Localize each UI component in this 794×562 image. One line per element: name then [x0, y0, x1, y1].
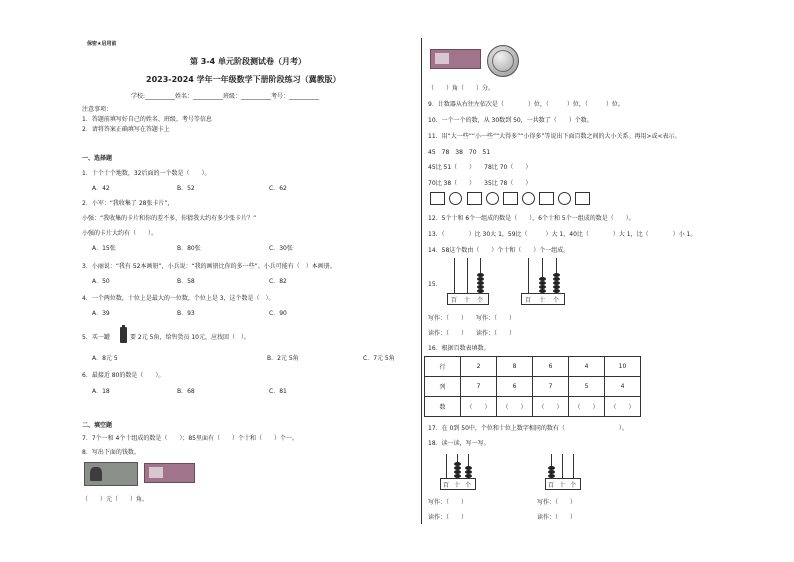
table-cell: 8	[497, 357, 533, 377]
question-5: 5．买一罐	[82, 334, 110, 341]
abacus-label: 个	[477, 297, 484, 304]
question-11-compare: 70比 38（ ） 35比 78（ ）	[428, 180, 532, 187]
column-divider	[421, 38, 422, 524]
question-6: 6．最接近 80的数是（ ）。	[82, 372, 165, 379]
question-15-write: 写作：（ ） 写作：（ ）	[428, 315, 516, 322]
table-cell: 4	[569, 357, 605, 377]
option-a[interactable]: A．39	[92, 310, 110, 317]
table-cell: 2	[461, 357, 497, 377]
table-cell: 行	[425, 357, 461, 377]
table-row	[425, 397, 641, 417]
portrait-icon	[90, 467, 102, 481]
option-a[interactable]: A．15张	[92, 245, 116, 252]
option-a[interactable]: A．8元 5	[92, 355, 118, 362]
circle-shape	[522, 192, 535, 205]
square-shape	[503, 192, 518, 205]
abacus-base	[447, 293, 489, 305]
question-16: 16．根据百数表填数。	[428, 345, 490, 352]
question-11-compare: 45比 51（ ） 78比 70（ ）	[428, 164, 532, 171]
question-15-read: 读作：（ ） 读作：（ ）	[428, 330, 516, 337]
option-b[interactable]: B．80张	[177, 245, 201, 252]
hundred-chart-table	[424, 356, 641, 417]
square-shape	[575, 192, 590, 205]
abacus-rod	[446, 454, 447, 478]
option-c[interactable]: C．62	[269, 185, 287, 192]
abacus-label: 十	[539, 297, 546, 304]
question-18-read: 读作：（ ）	[537, 514, 577, 521]
question-17: 17．在 0到 50中，个位和十位上数字相同的数有（ ）。	[428, 425, 628, 432]
abacus-rod	[528, 258, 529, 293]
section-title-fill: 二、填空题	[82, 422, 113, 429]
square-shape	[430, 192, 445, 205]
coin-image	[487, 45, 519, 77]
note-item: 1．答题前填写好自己的姓名、班级、考号等信息	[82, 116, 212, 123]
banknote-image	[430, 49, 481, 69]
question-8: 8．写出下面的钱数。	[82, 449, 140, 456]
question-5-rest: 要 2元 5角，给售货员 10元，应找回（ ）。	[130, 334, 250, 341]
option-b[interactable]: B．2元 5角	[267, 355, 299, 362]
abacus-rod	[573, 454, 574, 478]
abacus-label: 百	[525, 297, 532, 304]
circle-shape	[558, 192, 571, 205]
page-subtitle: 2023-2024 学年一年级数学下册阶段练习（冀教版）	[146, 75, 341, 84]
abacus-1	[447, 258, 489, 304]
abacus-label: 百	[443, 482, 450, 489]
abacus-label: 个	[570, 482, 577, 489]
answer-cell[interactable]: （ ）	[605, 397, 641, 417]
option-b[interactable]: B．68	[177, 388, 195, 395]
table-cell: 数	[425, 397, 461, 417]
option-a[interactable]: A．18	[92, 388, 110, 395]
question-2-line: 小强的卡片大约有（ ）。	[82, 230, 158, 237]
question-2-line: 小强：“我收集的卡片和你的差不多，你猜我大约有多少张卡片？”	[82, 215, 257, 222]
option-c[interactable]: C．30张	[269, 245, 293, 252]
option-c[interactable]: C．90	[269, 310, 287, 317]
question-9: 9．计数器从右往左依次是（ ）位，（ ）位，（ ）位。	[428, 101, 624, 108]
answer-cell[interactable]: （ ）	[569, 397, 605, 417]
abacus-2	[521, 258, 565, 304]
question-18: 18．读一读，写一写。	[428, 440, 490, 447]
abacus-base	[545, 478, 581, 490]
circle-shape	[486, 192, 499, 205]
table-cell: 6	[533, 357, 569, 377]
question-15: 15．	[428, 281, 442, 288]
question-8-answer: （ ）元（ ）角。	[82, 496, 149, 503]
abacus-label: 十	[454, 482, 461, 489]
question-13: 13．（ ）比 30大 1，59比（ ）大 1，40比（ ）大 1，比（ ）小 1。	[428, 231, 697, 238]
abacus-label: 十	[559, 482, 566, 489]
option-c[interactable]: C．7元 5角	[363, 355, 395, 362]
abacus-label: 个	[465, 482, 472, 489]
abacus-rod	[467, 258, 468, 293]
option-c[interactable]: C．81	[269, 388, 287, 395]
option-a[interactable]: A．42	[92, 185, 110, 192]
square-shape	[539, 192, 554, 205]
question-11-numbers: 45 78 38 70 51	[428, 149, 491, 156]
table-cell: 10	[605, 357, 641, 377]
abacus-rod	[454, 258, 455, 293]
circle-shape	[449, 192, 462, 205]
abacus-3	[440, 454, 476, 488]
answer-cell[interactable]: （ ）	[497, 397, 533, 417]
table-cell: 7	[461, 377, 497, 397]
abacus-label: 十	[464, 297, 471, 304]
question-11: 11．用“大一些”“小一些”“大得多”“小得多”等说出下面百数之间的大小关系。再用>或<表示。	[428, 133, 681, 140]
option-c[interactable]: C．82	[269, 278, 287, 285]
coin-rim-icon	[492, 50, 514, 72]
question-7: 7．7个一和 4个十组成的数是（ ）；85里面有（ ）个十和（ ）个一。	[82, 435, 298, 442]
option-a[interactable]: A．50	[92, 278, 110, 285]
question-18-write: 写作：（ ）	[428, 499, 468, 506]
table-row	[425, 357, 641, 377]
table-row	[425, 377, 641, 397]
question-18-write: 写作：（ ）	[537, 499, 577, 506]
answer-cell[interactable]: （ ）	[533, 397, 569, 417]
question-14: 14．58这个数由（ ）个十和（ ）个一组成。	[428, 247, 570, 254]
abacus-label: 个	[553, 297, 560, 304]
abacus-rod	[562, 454, 563, 478]
option-b[interactable]: B．93	[177, 310, 195, 317]
abacus-4	[545, 454, 581, 488]
note-pattern-icon	[149, 467, 163, 478]
table-cell: 6	[497, 377, 533, 397]
option-b[interactable]: B．52	[177, 185, 195, 192]
money-answer: （ ）角（ ）分。	[428, 85, 495, 92]
section-title-choice: 一、选择题	[82, 155, 113, 162]
abacus-label: 百	[548, 482, 555, 489]
abacus-base	[440, 478, 476, 490]
answer-cell[interactable]: （ ）	[461, 397, 497, 417]
note-pattern-icon	[435, 53, 449, 64]
option-b[interactable]: B．58	[177, 278, 195, 285]
table-cell: 4	[605, 377, 641, 397]
battery-icon	[120, 327, 127, 343]
note-item: 2．请将答案正确填写在答题卡上	[82, 126, 170, 133]
confidential-mark: 保密★启用前	[87, 41, 117, 47]
question-18-read: 读作：（ ）	[428, 514, 468, 521]
abacus-label: 百	[451, 297, 458, 304]
question-10: 10．一个一个的数，从 30数到 50，一共数了（ ）个数。	[428, 117, 593, 124]
table-cell: 7	[533, 377, 569, 397]
question-12: 12．5个十和 6个一组成的数是（ ），6个十和 5个一组成的数是（ ）。	[428, 215, 635, 222]
question-1: 1．十个十个地数，32后面的一个数是（ ）。	[82, 170, 211, 177]
table-cell: 5	[569, 377, 605, 397]
banknote-image	[144, 463, 195, 483]
table-cell: 列	[425, 377, 461, 397]
abacus-base	[521, 293, 565, 305]
square-shape	[467, 192, 482, 205]
notes-heading: 注意事项：	[82, 106, 113, 113]
student-info-line: 学校:__________姓名：__________班级：__________考号：__________	[131, 93, 320, 100]
question-2: 2．小军：“我收集了 28张卡片”，	[82, 200, 174, 207]
page-title: 第 3-4 单元阶段测试卷（月考）	[190, 57, 307, 66]
question-3: 3．小丽说：“我有 52本画册”，小兵说：“我的画册比你的多一些”。小兵可能有（ ）本画册。	[82, 263, 336, 270]
banknote-image	[84, 462, 138, 486]
question-4: 4．一个两位数，十位上是最大的一位数，个位上是 3，这个数是（ ）。	[82, 295, 275, 302]
